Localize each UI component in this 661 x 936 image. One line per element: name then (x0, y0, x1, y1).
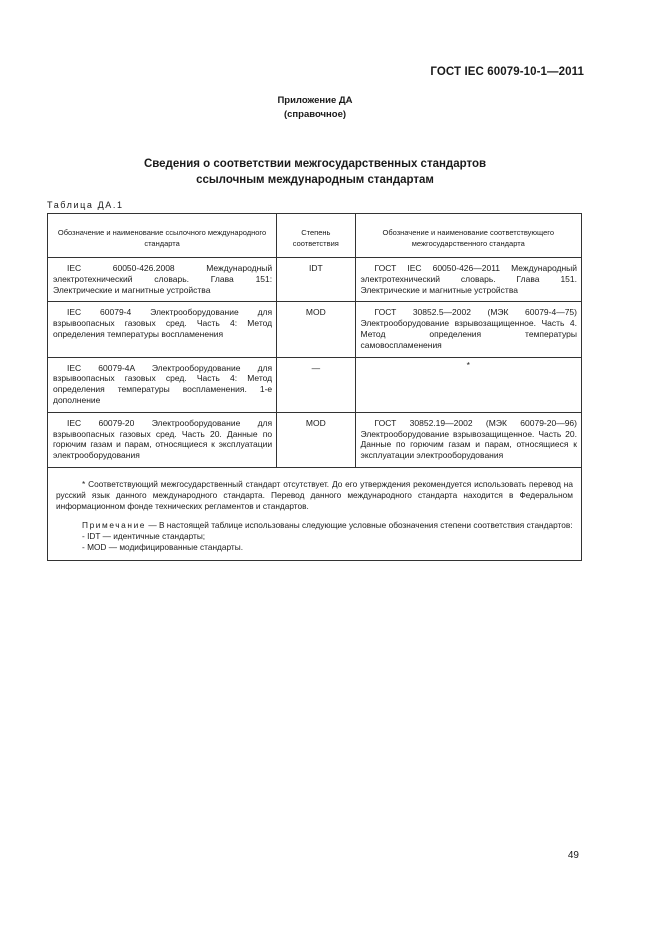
header-interstate: Обозначение и наименование соответствующего межгосударственного стандарта (355, 214, 581, 258)
note-item: - MOD — модифицированные стандарты. (82, 541, 244, 552)
table-header-row (48, 214, 582, 258)
cell-international: IEC 60050-426.2008 Международный электротехнический словарь. Глава 151: Электрические и магнитные устройства (48, 258, 277, 302)
table-row (48, 357, 582, 412)
note-text: — В настоящей таблице использованы следующие условные обозначения степени соответствия стандартов: (148, 519, 573, 530)
cell-degree: MOD (277, 412, 355, 467)
note-item: - IDT — идентичные стандарты; (82, 530, 206, 541)
section-title (0, 156, 630, 188)
header-degree: Степень соответствия (277, 214, 355, 258)
section-title-line2: ссылочным международным стандартам (196, 174, 434, 186)
note-label: Примечание (82, 519, 147, 530)
footnote-text: * Соответствующий межгосударственный стандарт отсутствует. До его утверждения рекомендуется использовать перевод на русский язык данного международного стандарта. Перевод данного международного стандарта находится в Федеральном информационном фонде технических регламентов и стандартов. (56, 478, 573, 511)
cell-interstate: ГОСТ 30852.5—2002 (МЭК 60079-4—75) Электрооборудование взрывозащищенное. Часть 4. Метод определения температуры самовоспламенения (355, 302, 581, 357)
note-paragraph (56, 520, 573, 531)
cell-degree: IDT (277, 258, 355, 302)
cell-degree: MOD (277, 302, 355, 357)
appendix-subtitle: (справочное) (283, 109, 347, 120)
cell-interstate: ГОСТ 30852.19—2002 (МЭК 60079-20—96) Электрооборудование взрывозащищенное. Часть 20. Данные по горючим газам и парам, относящиеся к эксплуатации электрооборудования (355, 412, 581, 467)
appendix-heading (0, 94, 630, 122)
table-label: Таблица ДА.1 (47, 200, 124, 210)
cell-international: IEC 60079-4A Электрооборудование для взрывоопасных газовых сред. Часть 4: Метод определения температуры воспламенения. 1-е дополнение (48, 357, 277, 412)
table-row (48, 258, 582, 302)
cell-interstate: * (355, 357, 581, 412)
cell-interstate: ГОСТ IEC 60050-426—2011 Международный электротехнический словарь. Глава 151. Электрические и магнитные устройства (355, 258, 581, 302)
appendix-title: Приложение ДА (277, 95, 353, 106)
table-row (48, 302, 582, 357)
cell-international: IEC 60079-4 Электрооборудование для взрывоопасных газовых сред. Часть 4: Метод определения температуры воспламенения (48, 302, 277, 357)
correspondence-table (47, 213, 582, 561)
section-title-line1: Сведения о соответствии межгосударственных стандартов (143, 158, 487, 170)
document-code: ГОСТ IEC 60079-10-1—2011 (430, 66, 584, 78)
footnote-cell (48, 467, 582, 560)
table-row (48, 412, 582, 467)
cell-degree: — (277, 357, 355, 412)
cell-international: IEC 60079-20 Электрооборудование для взрывоопасных газовых сред. Часть 20. Данные по горючим газам и парам, относящиеся к эксплуатации электрооборудования (48, 412, 277, 467)
table-footnote-row (48, 467, 582, 560)
header-international: Обозначение и наименование ссылочного международного стандарта (48, 214, 277, 258)
page-number: 49 (567, 850, 579, 861)
